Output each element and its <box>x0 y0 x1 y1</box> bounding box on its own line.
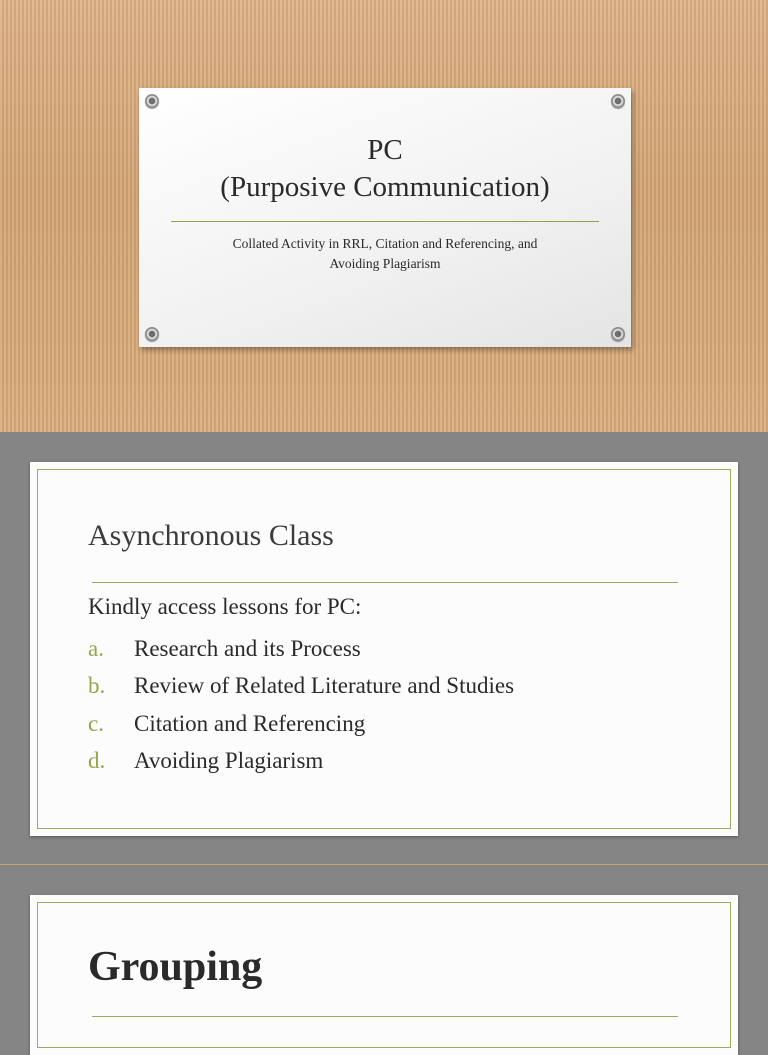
slide-1-heading <box>139 132 631 206</box>
slide-2-intro: Kindly access lessons for PC: <box>88 594 362 619</box>
heading-divider <box>92 1016 678 1017</box>
slide-1-title <box>0 0 768 432</box>
list-item <box>88 705 514 743</box>
slide-2-heading: Asynchronous Class <box>88 519 334 552</box>
grommet-icon <box>611 327 625 341</box>
list-marker: c. <box>88 710 104 736</box>
slide-2-asynchronous-class <box>30 462 738 836</box>
lesson-list <box>88 630 514 780</box>
list-marker: d. <box>88 748 106 774</box>
subtitle-line-2: Avoiding Plagiarism <box>329 256 441 271</box>
heading-line-1: PC <box>367 134 403 166</box>
heading-line-2: (Purposive Communication) <box>220 171 550 203</box>
list-marker: b. <box>88 673 106 699</box>
list-item <box>88 743 514 781</box>
list-item-text: Avoiding Plagiarism <box>134 748 324 774</box>
list-item-text: Review of Related Literature and Studies <box>134 673 515 699</box>
subtitle-line-1: Collated Activity in RRL, Citation and Referencing, and <box>232 236 538 251</box>
slide-1-subtitle <box>179 234 591 274</box>
title-card <box>139 88 631 347</box>
list-item <box>88 630 514 668</box>
list-item-text: Citation and Referencing <box>134 710 366 736</box>
slide-3-heading: Grouping <box>88 944 263 990</box>
title-divider <box>171 221 599 222</box>
slide-3-grouping <box>30 895 738 1055</box>
grommet-icon <box>611 94 625 108</box>
list-marker: a. <box>88 635 104 661</box>
slide-separator <box>0 864 768 865</box>
list-item-text: Research and its Process <box>134 635 361 661</box>
list-item <box>88 668 514 706</box>
heading-divider <box>92 582 678 583</box>
grommet-icon <box>145 94 159 108</box>
grommet-icon <box>145 327 159 341</box>
